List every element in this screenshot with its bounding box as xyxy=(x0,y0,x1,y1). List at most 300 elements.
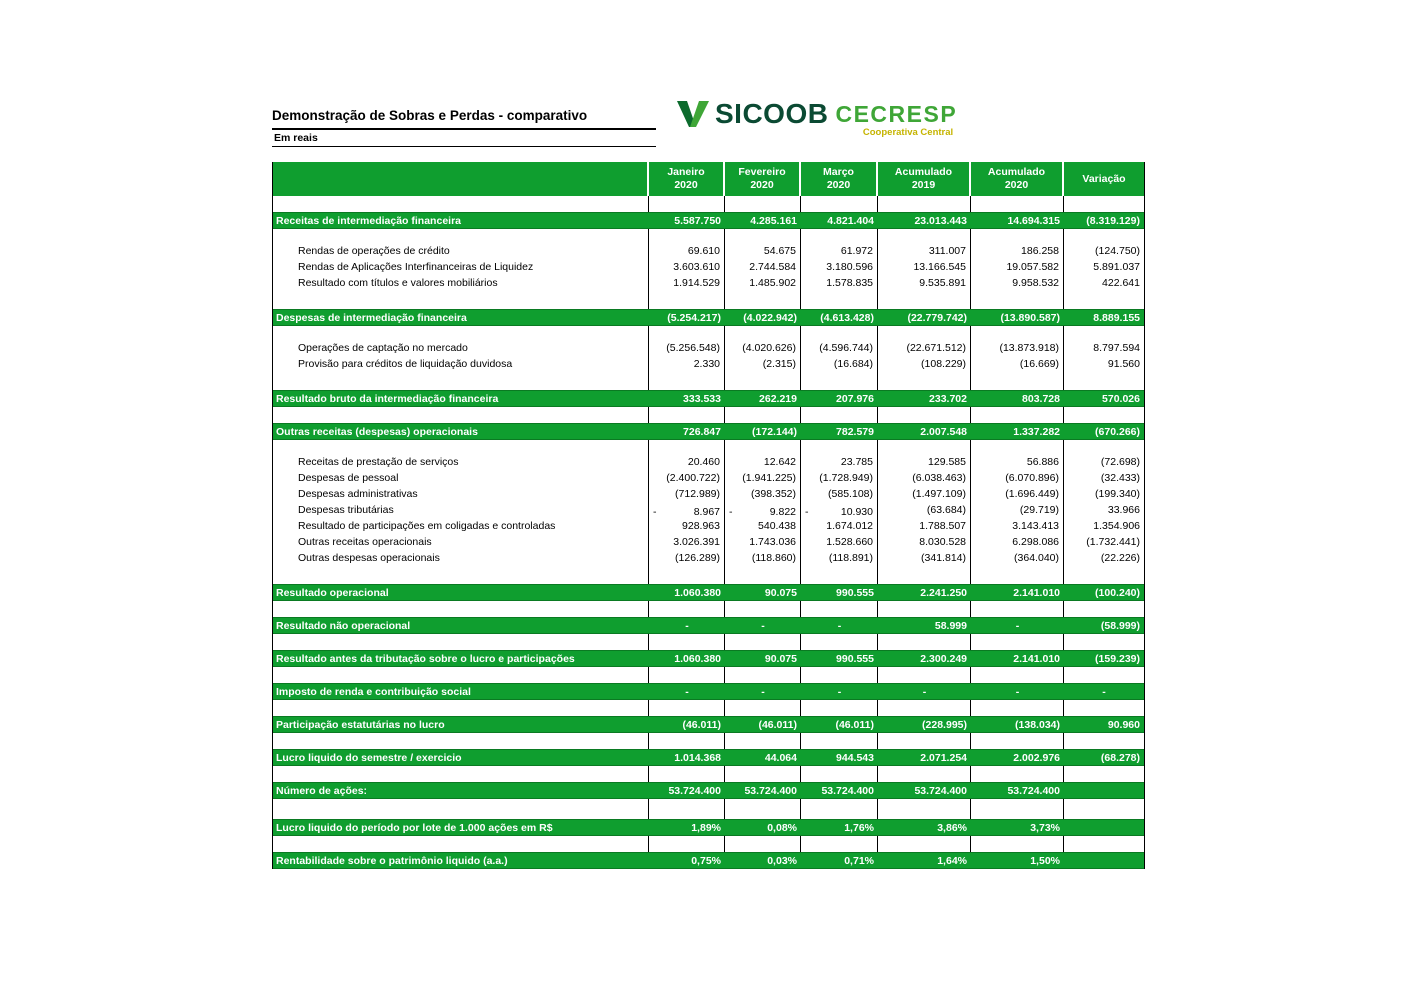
empty-cell xyxy=(273,407,649,423)
value-cell: (2.400.722) xyxy=(649,472,725,488)
row-label: Outras receitas (despesas) operacionais xyxy=(276,425,478,438)
value-cell: 5.891.037 xyxy=(1093,261,1140,273)
value-cell: - xyxy=(685,685,689,698)
empty-cell xyxy=(649,440,725,456)
page-title: Demonstração de Sobras e Perdas - comparativo xyxy=(272,108,656,130)
sicoob-logo xyxy=(676,98,957,138)
empty-cell xyxy=(649,667,725,683)
spacer-row xyxy=(273,836,1144,852)
empty-cell xyxy=(971,568,1064,584)
empty-cell xyxy=(878,196,971,212)
value-cell: 186.258 xyxy=(971,245,1064,261)
value-cell: (118.891) xyxy=(801,552,878,568)
column-header: Acumulado 2020 xyxy=(971,162,1064,196)
empty-cell xyxy=(971,700,1064,716)
value-cell: 1.485.902 xyxy=(725,277,801,293)
empty-cell xyxy=(273,601,649,617)
detail-row xyxy=(273,504,1144,520)
value-cell: (118.860) xyxy=(725,552,801,568)
empty-cell xyxy=(878,766,971,782)
value-cell: 33.966 xyxy=(1107,504,1140,516)
empty-cell xyxy=(971,634,1064,650)
empty-cell xyxy=(878,836,971,852)
empty-cell xyxy=(273,766,649,782)
sicoob-logo-icon xyxy=(676,99,710,129)
value-cell: - xyxy=(837,619,842,632)
value-cell: 58.999 xyxy=(934,619,967,632)
value-cell: 0,71% xyxy=(844,854,874,867)
value-cell: 1.674.012 xyxy=(801,520,878,536)
empty-cell xyxy=(273,374,649,390)
empty-cell xyxy=(971,766,1064,782)
value-cell: 2.330 xyxy=(649,358,725,374)
empty-cell xyxy=(1064,440,1144,456)
row-label: Despesas tributárias xyxy=(273,504,649,520)
value-cell: (100.240) xyxy=(1095,586,1140,599)
empty-cell xyxy=(725,229,801,245)
empty-cell xyxy=(801,733,878,749)
empty-cell xyxy=(1064,700,1144,716)
empty-cell xyxy=(878,700,971,716)
section-row xyxy=(273,212,1144,229)
empty-cell xyxy=(725,326,801,342)
value-cell: 23.785 xyxy=(801,456,878,472)
value-cell: (712.989) xyxy=(649,488,725,504)
spacer-row xyxy=(273,568,1144,584)
empty-cell xyxy=(1064,568,1144,584)
section-row xyxy=(273,749,1144,766)
empty-cell xyxy=(273,440,649,456)
value-cell: (2.315) xyxy=(725,358,801,374)
value-cell: 570.026 xyxy=(1102,392,1140,405)
value-cell: (1.696.449) xyxy=(971,488,1064,504)
value-cell: (398.352) xyxy=(725,488,801,504)
value-cell: (1.497.109) xyxy=(878,488,971,504)
empty-cell xyxy=(649,836,725,852)
empty-cell xyxy=(801,799,878,819)
detail-row xyxy=(273,472,1144,488)
value-cell: 2.007.548 xyxy=(920,425,967,438)
row-label: Número de ações: xyxy=(276,784,368,797)
value-cell: (6.038.463) xyxy=(878,472,971,488)
spacer-row xyxy=(273,799,1144,819)
empty-cell xyxy=(649,700,725,716)
value-cell: (1.728.949) xyxy=(801,472,878,488)
value-cell: 61.972 xyxy=(801,245,878,261)
financial-table xyxy=(272,162,1145,869)
value-cell: - xyxy=(761,685,765,698)
value-cell: (4.020.626) xyxy=(725,342,801,358)
empty-cell xyxy=(649,407,725,423)
empty-cell xyxy=(801,407,878,423)
value-cell: (13.873.918) xyxy=(971,342,1064,358)
row-label: Participação estatutárias no lucro xyxy=(276,718,445,731)
value-cell: - 8.967 xyxy=(649,504,725,520)
value-cell: 1,89% xyxy=(691,821,721,834)
column-header: Fevereiro 2020 xyxy=(725,162,801,196)
spacer-row xyxy=(273,326,1144,342)
empty-cell xyxy=(725,799,801,819)
spacer-row xyxy=(273,229,1144,245)
empty-cell xyxy=(801,293,878,309)
title-block xyxy=(272,108,656,147)
row-label: Imposto de renda e contribuição social xyxy=(276,685,471,698)
value-cell: 53.724.400 xyxy=(821,784,874,797)
empty-cell xyxy=(801,196,878,212)
empty-cell xyxy=(971,293,1064,309)
empty-cell xyxy=(878,293,971,309)
empty-cell xyxy=(801,229,878,245)
spacer-row xyxy=(273,440,1144,456)
value-cell: 6.298.086 xyxy=(971,536,1064,552)
detail-row xyxy=(273,552,1144,568)
empty-cell xyxy=(273,293,649,309)
empty-cell xyxy=(801,568,878,584)
value-cell: 0,08% xyxy=(767,821,797,834)
empty-cell xyxy=(878,568,971,584)
value-cell: 0,03% xyxy=(767,854,797,867)
value-cell: 311.007 xyxy=(878,245,971,261)
empty-cell xyxy=(878,601,971,617)
value-cell: (4.022.942) xyxy=(743,311,797,324)
value-cell: (16.669) xyxy=(971,358,1064,374)
row-label: Resultado com títulos e valores mobiliários xyxy=(273,277,649,293)
spacer-row xyxy=(273,374,1144,390)
detail-row xyxy=(273,245,1144,261)
value-cell: 1.014.368 xyxy=(674,751,721,764)
value-cell: 1.354.906 xyxy=(1093,520,1140,532)
value-cell: 3.180.596 xyxy=(801,261,878,277)
value-cell: 53.724.400 xyxy=(668,784,721,797)
value-cell: 2.300.249 xyxy=(920,652,967,665)
empty-cell xyxy=(801,766,878,782)
empty-cell xyxy=(725,766,801,782)
value-cell: 990.555 xyxy=(836,652,874,665)
empty-cell xyxy=(1064,293,1144,309)
empty-cell xyxy=(971,836,1064,852)
section-row xyxy=(273,584,1144,601)
empty-cell xyxy=(1064,799,1144,819)
value-cell: 54.675 xyxy=(725,245,801,261)
empty-cell xyxy=(649,799,725,819)
page-subtitle: Em reais xyxy=(272,130,656,147)
empty-cell xyxy=(1064,196,1144,212)
value-cell: 23.013.443 xyxy=(914,214,967,227)
value-cell: 2.141.010 xyxy=(1013,652,1060,665)
value-cell: 4.821.404 xyxy=(827,214,874,227)
value-cell: - 9.822 xyxy=(725,504,801,520)
value-cell: (5.256.548) xyxy=(649,342,725,358)
value-cell: 69.610 xyxy=(649,245,725,261)
value-cell: (670.266) xyxy=(1095,425,1140,438)
section-row xyxy=(273,617,1144,634)
empty-cell xyxy=(971,440,1064,456)
table-body xyxy=(273,196,1144,869)
value-cell: 1.060.380 xyxy=(674,652,721,665)
header-label-cell xyxy=(273,162,649,196)
empty-cell xyxy=(649,374,725,390)
empty-cell xyxy=(1064,407,1144,423)
empty-cell xyxy=(725,836,801,852)
empty-cell xyxy=(971,667,1064,683)
value-cell: - xyxy=(922,685,927,698)
value-cell: (68.278) xyxy=(1100,751,1140,764)
value-cell: 3.603.610 xyxy=(649,261,725,277)
empty-cell xyxy=(725,634,801,650)
value-cell: 726.847 xyxy=(683,425,721,438)
value-cell: 20.460 xyxy=(649,456,725,472)
section-row xyxy=(273,650,1144,667)
value-cell: 1,64% xyxy=(937,854,967,867)
value-cell: (46.011) xyxy=(758,718,797,731)
value-cell: 782.579 xyxy=(836,425,874,438)
empty-cell xyxy=(725,293,801,309)
value-cell: (22.671.512) xyxy=(878,342,971,358)
value-cell: 262.219 xyxy=(759,392,797,405)
row-label: Operações de captação no mercado xyxy=(273,342,649,358)
empty-cell xyxy=(725,733,801,749)
section-row xyxy=(273,852,1144,869)
empty-cell xyxy=(273,568,649,584)
value-cell: - xyxy=(685,619,689,632)
value-cell: 13.166.545 xyxy=(878,261,971,277)
empty-cell xyxy=(1064,634,1144,650)
empty-cell xyxy=(878,326,971,342)
value-cell: 2.241.250 xyxy=(920,586,967,599)
value-cell: - xyxy=(1102,685,1106,698)
empty-cell xyxy=(971,601,1064,617)
empty-cell xyxy=(1064,766,1144,782)
value-cell: (364.040) xyxy=(971,552,1064,568)
value-cell: (29.719) xyxy=(971,504,1064,520)
empty-cell xyxy=(725,407,801,423)
row-label: Lucro liquido do semestre / exercicio xyxy=(276,751,462,764)
detail-row xyxy=(273,488,1144,504)
empty-cell xyxy=(649,634,725,650)
value-cell: 333.533 xyxy=(683,392,721,405)
empty-cell xyxy=(878,667,971,683)
value-cell: (126.289) xyxy=(649,552,725,568)
empty-cell xyxy=(801,440,878,456)
spacer-row xyxy=(273,700,1144,716)
value-cell: 944.543 xyxy=(836,751,874,764)
value-cell: 2.002.976 xyxy=(1013,751,1060,764)
value-cell: 1,50% xyxy=(1030,854,1060,867)
section-row xyxy=(273,309,1144,326)
logo-tagline: Cooperativa Central xyxy=(862,127,954,138)
value-cell: 0,75% xyxy=(691,854,721,867)
value-cell: 990.555 xyxy=(836,586,874,599)
detail-row xyxy=(273,277,1144,293)
row-label: Rendas de Aplicações Interfinanceiras de Liquidez xyxy=(273,261,649,277)
empty-cell xyxy=(801,700,878,716)
empty-cell xyxy=(273,229,649,245)
empty-cell xyxy=(1064,836,1144,852)
value-cell: 540.438 xyxy=(725,520,801,536)
column-header: Acumulado 2019 xyxy=(878,162,971,196)
empty-cell xyxy=(725,440,801,456)
empty-cell xyxy=(273,836,649,852)
row-label: Receitas de intermediação financeira xyxy=(276,214,461,227)
empty-cell xyxy=(971,407,1064,423)
empty-cell xyxy=(725,601,801,617)
empty-cell xyxy=(971,374,1064,390)
value-cell: (159.239) xyxy=(1095,652,1140,665)
row-label: Outras despesas operacionais xyxy=(273,552,649,568)
empty-cell xyxy=(1064,374,1144,390)
value-cell: (46.011) xyxy=(835,718,874,731)
spacer-row xyxy=(273,196,1144,212)
value-cell: 3.026.391 xyxy=(649,536,725,552)
empty-cell xyxy=(725,374,801,390)
value-cell: 1.914.529 xyxy=(649,277,725,293)
value-cell: (1.732.441) xyxy=(1086,536,1140,548)
empty-cell xyxy=(273,667,649,683)
value-cell: 3.143.413 xyxy=(971,520,1064,536)
spacer-row xyxy=(273,766,1144,782)
empty-cell xyxy=(273,326,649,342)
value-cell: (4.596.744) xyxy=(801,342,878,358)
empty-cell xyxy=(801,374,878,390)
value-cell: 4.285.161 xyxy=(750,214,797,227)
value-cell: 422.641 xyxy=(1102,277,1140,289)
value-cell: (16.684) xyxy=(801,358,878,374)
value-cell: 14.694.315 xyxy=(1007,214,1060,227)
empty-cell xyxy=(273,733,649,749)
empty-cell xyxy=(1064,326,1144,342)
value-cell: (172.144) xyxy=(752,425,797,438)
value-cell: (22.226) xyxy=(1100,552,1140,564)
section-row xyxy=(273,390,1144,407)
empty-cell xyxy=(878,374,971,390)
empty-cell xyxy=(273,634,649,650)
value-cell: (32.433) xyxy=(1100,472,1140,484)
value-cell: 12.642 xyxy=(725,456,801,472)
value-cell: 1.578.835 xyxy=(801,277,878,293)
value-cell: 90.075 xyxy=(764,586,797,599)
value-cell: 44.064 xyxy=(764,751,797,764)
column-header: Janeiro 2020 xyxy=(649,162,725,196)
row-label: Resultado não operacional xyxy=(276,619,411,632)
empty-cell xyxy=(971,326,1064,342)
value-cell: 2.141.010 xyxy=(1013,586,1060,599)
empty-cell xyxy=(649,196,725,212)
row-label: Receitas de prestação de serviços xyxy=(273,456,649,472)
spacer-row xyxy=(273,407,1144,423)
value-cell: 53.724.400 xyxy=(744,784,797,797)
empty-cell xyxy=(878,407,971,423)
row-label: Lucro liquido do período por lote de 1.000 ações em R$ xyxy=(276,821,553,834)
value-cell: - xyxy=(1015,685,1020,698)
value-cell: 803.728 xyxy=(1022,392,1060,405)
value-cell: (228.995) xyxy=(922,718,967,731)
logo-subbrand-text: CECRESP xyxy=(835,100,958,127)
empty-cell xyxy=(878,440,971,456)
section-row xyxy=(273,716,1144,733)
empty-cell xyxy=(878,229,971,245)
value-cell: 207.976 xyxy=(836,392,874,405)
empty-cell xyxy=(649,229,725,245)
value-cell: 90.960 xyxy=(1107,718,1140,731)
row-label: Rentabilidade sobre o patrimônio liquido (a.a.) xyxy=(276,854,508,867)
value-cell: 1.337.282 xyxy=(1013,425,1060,438)
value-cell: (8.319.129) xyxy=(1086,214,1140,227)
value-cell: (63.684) xyxy=(878,504,971,520)
row-label: Provisão para créditos de liquidação duvidosa xyxy=(273,358,649,374)
empty-cell xyxy=(1064,229,1144,245)
value-cell: (58.999) xyxy=(1100,619,1140,632)
value-cell: (124.750) xyxy=(1095,245,1140,257)
value-cell: - xyxy=(837,685,842,698)
empty-cell xyxy=(971,799,1064,819)
value-cell: 53.724.400 xyxy=(1007,784,1060,797)
empty-cell xyxy=(273,196,649,212)
value-cell: 1.788.507 xyxy=(878,520,971,536)
value-cell: (199.340) xyxy=(1095,488,1140,500)
value-cell: 53.724.400 xyxy=(914,784,967,797)
empty-cell xyxy=(725,568,801,584)
value-cell: (4.613.428) xyxy=(820,311,874,324)
section-row xyxy=(273,423,1144,440)
empty-cell xyxy=(878,799,971,819)
value-cell: 233.702 xyxy=(929,392,967,405)
row-label: Resultado de participações em coligadas e controladas xyxy=(273,520,649,536)
value-cell: (6.070.896) xyxy=(971,472,1064,488)
spacer-row xyxy=(273,667,1144,683)
value-cell: - xyxy=(1015,619,1020,632)
value-cell: 928.963 xyxy=(649,520,725,536)
empty-cell xyxy=(1064,601,1144,617)
detail-row xyxy=(273,520,1144,536)
empty-cell xyxy=(801,836,878,852)
value-cell: - xyxy=(761,619,765,632)
empty-cell xyxy=(801,326,878,342)
empty-cell xyxy=(1064,667,1144,683)
empty-cell xyxy=(649,293,725,309)
value-cell: (341.814) xyxy=(878,552,971,568)
value-cell: 9.958.532 xyxy=(971,277,1064,293)
section-row xyxy=(273,683,1144,700)
spacer-row xyxy=(273,634,1144,650)
empty-cell xyxy=(971,733,1064,749)
empty-cell xyxy=(878,634,971,650)
value-cell: (108.229) xyxy=(878,358,971,374)
value-cell: (585.108) xyxy=(801,488,878,504)
section-row xyxy=(273,819,1144,836)
empty-cell xyxy=(649,568,725,584)
detail-row xyxy=(273,261,1144,277)
value-cell: 91.560 xyxy=(1107,358,1140,370)
table-header-row xyxy=(273,162,1144,196)
empty-cell xyxy=(971,196,1064,212)
empty-cell xyxy=(725,667,801,683)
value-cell: (72.698) xyxy=(1100,456,1140,468)
row-label: Despesas administrativas xyxy=(273,488,649,504)
empty-cell xyxy=(649,766,725,782)
spacer-row xyxy=(273,293,1144,309)
value-cell: 1.528.660 xyxy=(801,536,878,552)
value-cell: - 10.930 xyxy=(801,504,878,520)
value-cell: 1.743.036 xyxy=(725,536,801,552)
empty-cell xyxy=(801,667,878,683)
value-cell: 8.889.155 xyxy=(1093,311,1140,324)
value-cell: 56.886 xyxy=(971,456,1064,472)
empty-cell xyxy=(273,700,649,716)
value-cell: 5.587.750 xyxy=(674,214,721,227)
empty-cell xyxy=(801,601,878,617)
detail-row xyxy=(273,342,1144,358)
logo-row xyxy=(676,98,957,130)
